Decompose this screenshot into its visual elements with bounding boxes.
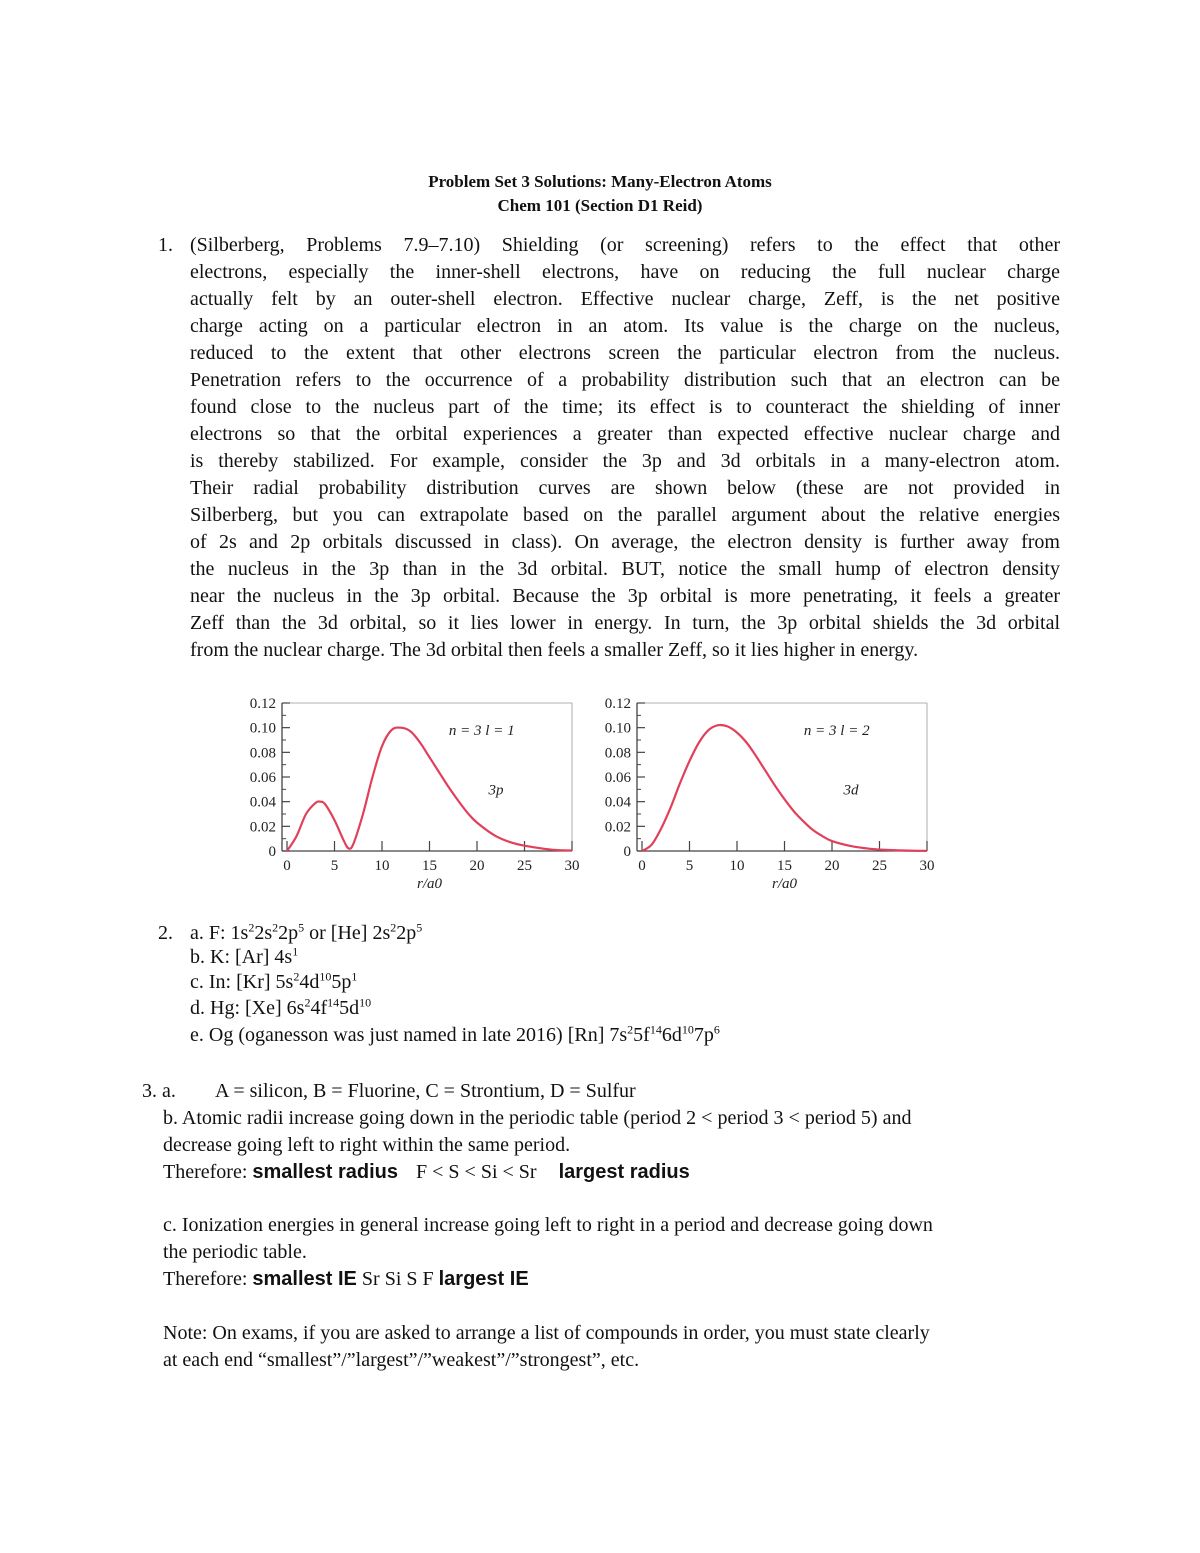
x-tick-label: 15 <box>422 858 437 874</box>
page-title: Problem Set 3 Solutions: Many-Electron Atoms <box>428 172 772 191</box>
q3-part-a: A = silicon, B = Fluorine, C = Strontium, D = Sulfur <box>215 1080 636 1102</box>
x-tick-label: 15 <box>777 858 792 874</box>
y-tick-label: 0.10 <box>604 720 631 737</box>
q3-part-b-answer: Therefore: smallest radius F < S < Si < Sr largest radius <box>163 1161 690 1183</box>
y-tick-label: 0.02 <box>604 819 631 836</box>
x-tick-label: 20 <box>824 858 840 874</box>
q2-item-c: c. In: [Kr] $5s^24d^{10}5p^1$ <box>190 969 358 993</box>
question-1-number: 1. <box>158 234 173 256</box>
orbital-label: 3p <box>488 782 504 799</box>
series-line-3d <box>642 725 927 851</box>
x-tick-label: 10 <box>729 858 745 874</box>
q2-item-e: e. Og (oganesson was just named in late 2016) [Rn] $7s^25f^{14}6d^{10}7p^6$ <box>190 1022 720 1046</box>
q3-part-c-line1: c. Ionization energies in general increase going left to right in a period and decrease going down <box>163 1214 933 1236</box>
y-tick-label: 0.08 <box>249 745 276 762</box>
x-tick-label: 5 <box>685 858 694 874</box>
q1-line: found close to the nucleus part of the time; its effect is to counteract the shielding of inner <box>190 396 1060 418</box>
x-tick-label: 30 <box>564 858 580 874</box>
y-tick-label: 0.08 <box>604 745 631 762</box>
y-tick-label: 0 <box>268 844 276 860</box>
course-subtitle: Chem 101 (Section D1 Reid) <box>497 196 703 215</box>
q3-part-c-line2: the periodic table. <box>163 1241 307 1263</box>
y-tick-label: 0 <box>623 844 631 860</box>
y-tick-label: 0.04 <box>604 794 631 811</box>
q1-line: reduced to the extent that other electrons screen the particular electron from the nucleus. <box>190 342 1060 364</box>
q1-line: (Silberberg, Problems 7.9–7.10) Shielding (or screening) refers to the effect that other <box>190 234 1060 256</box>
chart-3d <box>580 688 950 903</box>
q1-line: Silberberg, but you can extrapolate based on the parallel argument about the relative energies <box>190 504 1060 526</box>
x-axis-label: r/a0 <box>416 876 443 892</box>
q1-line: charge acting on a particular electron in an atom. Its value is the charge on the nucleus, <box>190 315 1060 337</box>
q1-line: Penetration refers to the occurrence of a probability distribution such that an electron can be <box>190 369 1060 391</box>
q3-part-c-answer: Therefore: smallest IE Sr Si S F largest IE <box>163 1268 529 1290</box>
q1-line: electrons, especially the inner-shell electrons, have on reducing the full nuclear charge <box>190 261 1060 283</box>
q1-line: electrons so that the orbital experiences a greater than expected effective nuclear charge and <box>190 423 1060 445</box>
note-line2: at each end “smallest”/”largest”/”weakest”/”strongest”, etc. <box>163 1349 640 1371</box>
orbital-label: 3d <box>843 782 859 799</box>
y-tick-label: 0.10 <box>249 720 276 737</box>
x-tick-label: 20 <box>469 858 485 874</box>
y-tick-label: 0.04 <box>249 794 276 811</box>
x-tick-label: 0 <box>638 858 646 874</box>
y-tick-label: 0.12 <box>604 696 631 712</box>
x-tick-label: 10 <box>374 858 390 874</box>
question-3-number: 3. a. <box>142 1080 176 1102</box>
x-tick-label: 30 <box>919 858 935 874</box>
series-line-3p <box>287 728 572 851</box>
note-line1: Note: On exams, if you are asked to arrange a list of compounds in order, you must state clearly <box>163 1322 930 1344</box>
q1-line: is thereby stabilized. For example, consider the 3p and 3d orbitals in a many-electron atom. <box>190 450 1060 472</box>
q2-item-d: d. Hg: [Xe] $6s^24f^{14}5d^{10}$ <box>190 995 372 1019</box>
y-tick-label: 0.02 <box>249 819 276 836</box>
q2-item-a: a. F: $1s^22s^22p^5$ or [He] $2s^22p^5$ <box>190 920 423 944</box>
chart-3p <box>225 688 595 903</box>
question-2-number: 2. <box>158 922 173 944</box>
q1-line: Zeff than the 3d orbital, so it lies lower in energy. In turn, the 3p orbital shields the 3d orbital <box>190 612 1060 634</box>
q1-line: of 2s and 2p orbitals discussed in class). On average, the electron density is further away from <box>190 531 1060 553</box>
x-tick-label: 5 <box>330 858 339 874</box>
q1-line: the nucleus in the 3p than in the 3d orbital. BUT, notice the small hump of electron density <box>190 558 1060 580</box>
quantum-numbers-annotation: n = 3 l = 2 <box>803 723 870 740</box>
x-axis-label: r/a0 <box>771 876 798 892</box>
x-tick-label: 25 <box>517 858 532 874</box>
x-tick-label: 0 <box>283 858 291 874</box>
q2-item-b: b. K: [Ar] $4s^1$ <box>190 944 299 968</box>
q1-line: near the nucleus in the 3p orbital. Because the 3p orbital is more penetrating, it feels a greater <box>190 585 1060 607</box>
q1-line: Their radial probability distribution curves are shown below (these are not provided in <box>190 477 1060 499</box>
q1-line: from the nuclear charge. The 3d orbital then feels a smaller Zeff, so it lies higher in energy. <box>190 639 919 661</box>
y-tick-label: 0.06 <box>249 770 276 786</box>
q3-part-b-line1: b. Atomic radii increase going down in the periodic table (period 2 < period 3 < period 5) and <box>163 1107 912 1129</box>
q1-line: actually felt by an outer-shell electron. Effective nuclear charge, Zeff, is the net positive <box>190 288 1060 310</box>
x-tick-label: 25 <box>872 858 887 874</box>
quantum-numbers-annotation: n = 3 l = 1 <box>448 723 515 740</box>
y-tick-label: 0.06 <box>604 770 631 786</box>
q3-part-b-line2: decrease going left to right within the same period. <box>163 1134 571 1156</box>
question-1-text <box>190 232 1060 664</box>
y-tick-label: 0.12 <box>249 696 276 712</box>
